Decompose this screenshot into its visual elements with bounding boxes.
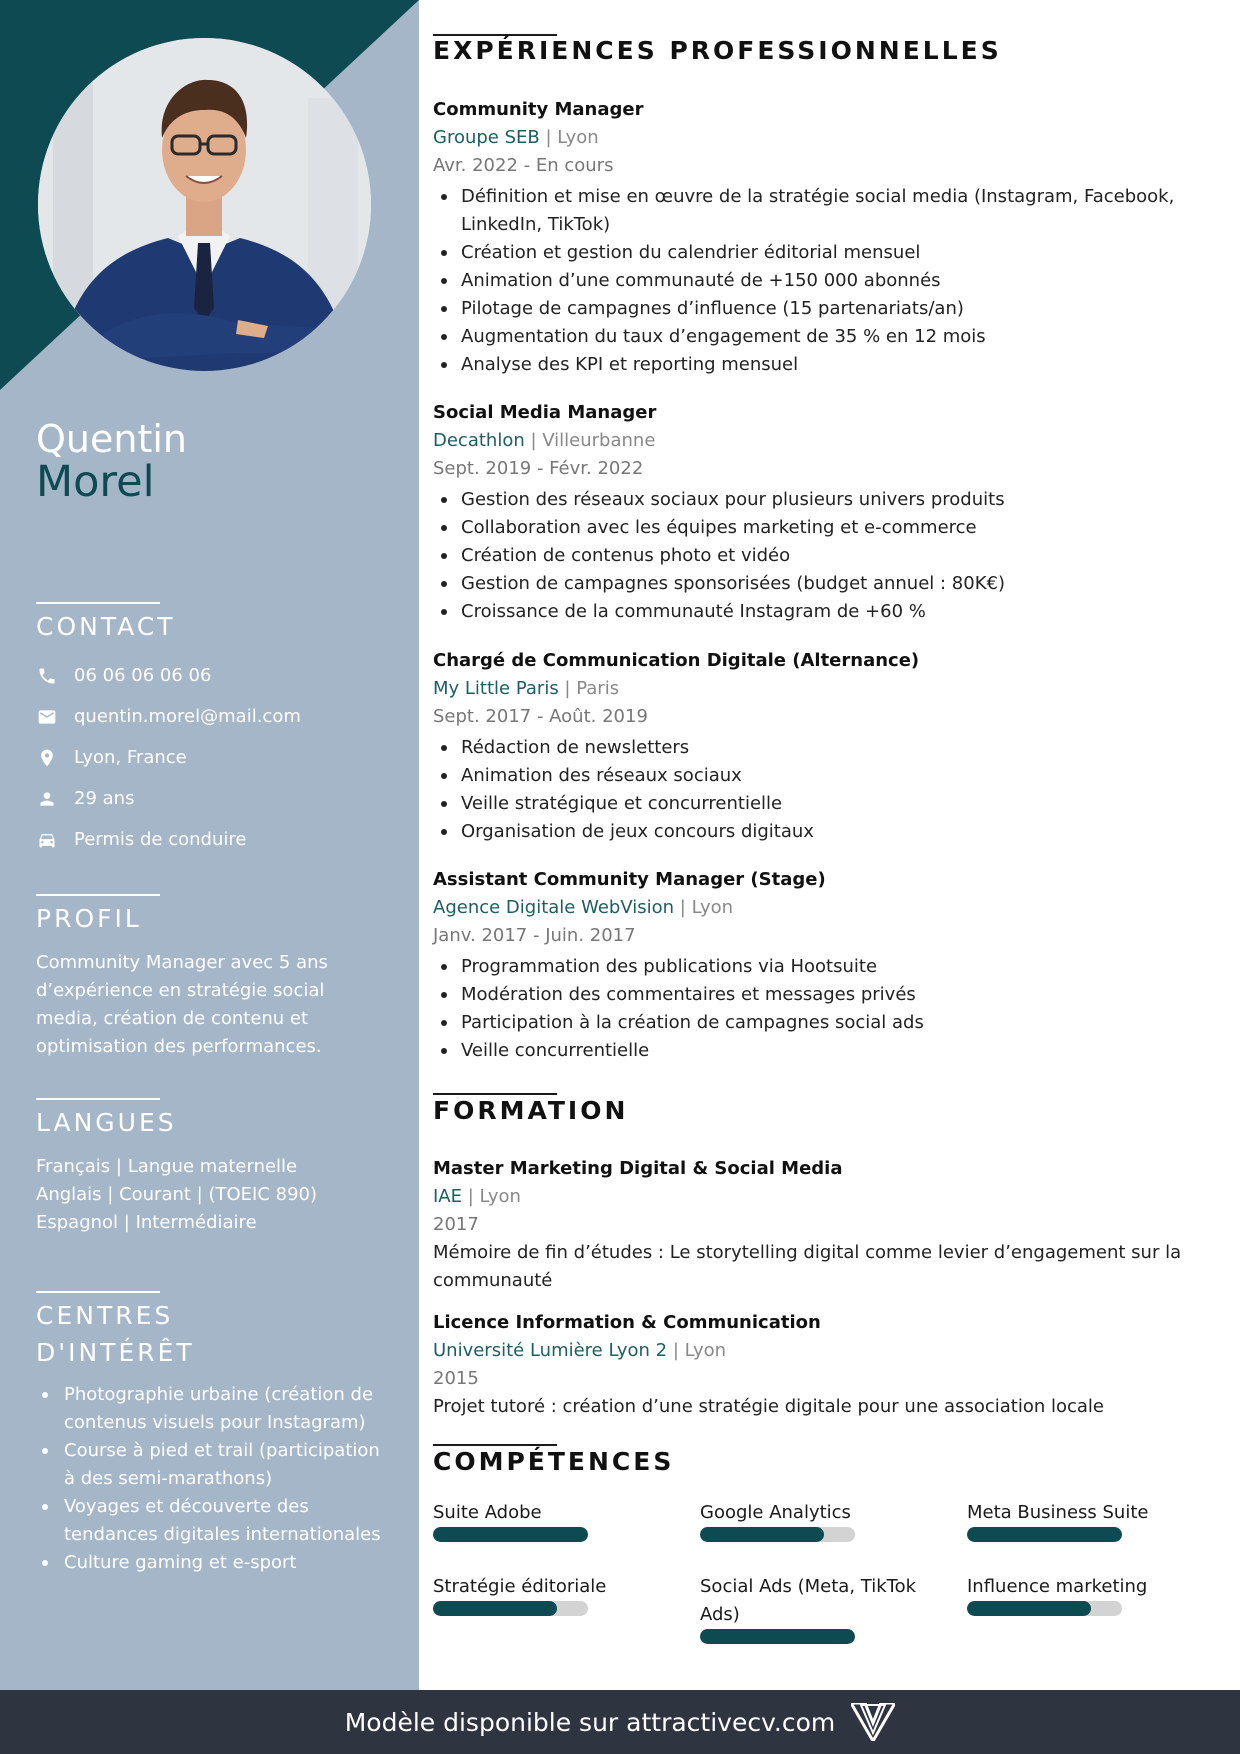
last-name: Morel [36, 456, 155, 507]
interest-item: Culture gaming et e-sport [36, 1549, 386, 1577]
job-dates: Janv. 2017 - Juin. 2017 [433, 925, 636, 946]
skill-item [967, 1573, 1217, 1616]
education-year: 2017 [433, 1214, 479, 1235]
degree-title: Licence Information & Communication [433, 1312, 821, 1333]
company-name: Decathlon [433, 430, 525, 451]
education-entry [433, 1155, 1213, 1295]
profile-photo [38, 38, 371, 371]
job-company-line [433, 124, 1213, 152]
interest-item: Voyages et découverte des tendances digitales internationales [36, 1493, 386, 1549]
skill-level-fill [433, 1527, 588, 1542]
contact-email [36, 696, 386, 737]
company-name: My Little Paris [433, 678, 559, 699]
location-pin-icon [36, 747, 58, 769]
phone-number: 06 06 06 06 06 [74, 665, 212, 686]
job-dates: Avr. 2022 - En cours [433, 155, 614, 176]
job-location: | Lyon [674, 897, 734, 918]
job-entry [433, 647, 1213, 846]
email-icon [36, 706, 58, 728]
languages-section [36, 1098, 386, 1237]
job-entry [433, 399, 1213, 626]
job-bullet: Analyse des KPI et reporting mensuel [433, 351, 1213, 379]
job-title: Social Media Manager [433, 402, 657, 423]
language-item: Français | Langue maternelle [36, 1156, 298, 1177]
job-bullet: Organisation de jeux concours digitaux [433, 818, 1213, 846]
job-title: Chargé de Communication Digitale (Alternance) [433, 650, 920, 671]
job-bullets [433, 734, 1213, 846]
school-location: | Lyon [667, 1340, 727, 1361]
email-address: quentin.morel@mail.com [74, 706, 301, 727]
skill-label: Google Analytics [700, 1502, 851, 1523]
job-bullet: Rédaction de newsletters [433, 734, 1213, 762]
skills-heading: COMPÉTENCES [433, 1447, 675, 1476]
contact-location [36, 737, 386, 778]
job-bullet: Modération des commentaires et messages privés [433, 981, 1213, 1009]
section-rule [433, 1093, 557, 1095]
job-company-line [433, 427, 1213, 455]
job-entry [433, 866, 1213, 1065]
contact-license [36, 819, 386, 860]
skill-item [433, 1573, 683, 1616]
skill-item [433, 1499, 683, 1542]
job-location: | Villeurbanne [524, 430, 656, 451]
skill-label: Suite Adobe [433, 1502, 542, 1523]
section-rule [36, 1291, 160, 1293]
job-bullets [433, 486, 1213, 626]
skill-item [967, 1499, 1217, 1542]
skill-label: Meta Business Suite [967, 1502, 1149, 1523]
education-entry [433, 1309, 1213, 1421]
job-bullet: Augmentation du taux d’engagement de 35 % en 12 mois [433, 323, 1213, 351]
interests-heading-line2: D'INTÉRÊT [36, 1338, 195, 1367]
skill-level-bar [433, 1601, 588, 1616]
job-bullet: Participation à la création de campagnes social ads [433, 1009, 1213, 1037]
job-company-line [433, 894, 1213, 922]
age-text: 29 ans [74, 788, 135, 809]
section-rule [36, 894, 160, 896]
education-heading: FORMATION [433, 1096, 629, 1125]
candidate-name [36, 417, 187, 507]
phone-icon [36, 665, 58, 687]
job-location: | Lyon [539, 127, 599, 148]
education-year: 2015 [433, 1368, 479, 1389]
interests-section [36, 1291, 386, 1577]
job-dates: Sept. 2017 - Août. 2019 [433, 706, 648, 727]
interest-item: Photographie urbaine (création de contenus visuels pour Instagram) [36, 1381, 386, 1437]
school-name: IAE [433, 1186, 462, 1207]
language-item: Anglais | Courant | (TOEIC 890) [36, 1184, 317, 1205]
job-title: Assistant Community Manager (Stage) [433, 869, 826, 890]
job-company-line [433, 675, 1213, 703]
skill-level-bar [700, 1527, 855, 1542]
job-bullet: Collaboration avec les équipes marketing et e-commerce [433, 514, 1213, 542]
contact-heading: CONTACT [36, 612, 176, 641]
profile-text: Community Manager avec 5 ans d’expérience en stratégie social media, création de contenu et optimisation des performances. [36, 952, 328, 1057]
contact-phone [36, 655, 386, 696]
sidebar [0, 0, 419, 1690]
skill-level-bar [700, 1629, 855, 1644]
job-bullet: Programmation des publications via Hootsuite [433, 953, 1213, 981]
skill-level-bar [967, 1601, 1122, 1616]
education-description: Mémoire de fin d’études : Le storytelling digital comme levier d’engagement sur la communauté [433, 1242, 1182, 1291]
language-item: Espagnol | Intermédiaire [36, 1212, 257, 1233]
job-bullet: Croissance de la communauté Instagram de +60 % [433, 598, 1213, 626]
skill-label: Stratégie éditoriale [433, 1576, 607, 1597]
interest-item: Course à pied et trail (participation à des semi-marathons) [36, 1437, 386, 1493]
skill-level-fill [967, 1527, 1122, 1542]
person-icon [36, 788, 58, 810]
job-bullet: Veille stratégique et concurrentielle [433, 790, 1213, 818]
skill-item [700, 1499, 950, 1542]
skill-label: Influence marketing [967, 1576, 1148, 1597]
job-bullet: Pilotage de campagnes d’influence (15 partenariats/an) [433, 295, 1213, 323]
job-bullet: Gestion de campagnes sponsorisées (budget annuel : 80K€) [433, 570, 1213, 598]
languages-heading: LANGUES [36, 1108, 177, 1137]
profile-heading: PROFIL [36, 904, 142, 933]
school-location: | Lyon [462, 1186, 521, 1207]
location-text: Lyon, France [74, 747, 187, 768]
skill-level-fill [433, 1601, 557, 1616]
job-dates: Sept. 2019 - Févr. 2022 [433, 458, 644, 479]
skill-level-fill [967, 1601, 1091, 1616]
section-rule [433, 1444, 557, 1446]
job-entry [433, 96, 1213, 379]
interests-list [36, 1381, 386, 1577]
job-bullet: Définition et mise en œuvre de la stratégie social media (Instagram, Facebook, LinkedIn, TikTok) [433, 183, 1213, 239]
job-bullets [433, 953, 1213, 1065]
job-bullet: Création de contenus photo et vidéo [433, 542, 1213, 570]
degree-title: Master Marketing Digital & Social Media [433, 1158, 843, 1179]
job-bullet: Veille concurrentielle [433, 1037, 1213, 1065]
attractivecv-logo-icon [851, 1703, 895, 1741]
job-title: Community Manager [433, 99, 644, 120]
skill-level-fill [700, 1527, 824, 1542]
job-bullet: Animation d’une communauté de +150 000 abonnés [433, 267, 1213, 295]
job-bullet: Animation des réseaux sociaux [433, 762, 1213, 790]
job-bullet: Gestion des réseaux sociaux pour plusieurs univers produits [433, 486, 1213, 514]
company-name: Groupe SEB [433, 127, 540, 148]
section-rule [36, 1098, 160, 1100]
contact-section [36, 602, 386, 860]
footer-banner [0, 1690, 1240, 1754]
profile-section [36, 894, 386, 1061]
experience-heading: EXPÉRIENCES PROFESSIONNELLES [433, 36, 1002, 65]
skill-level-fill [700, 1629, 855, 1644]
first-name: Quentin [36, 417, 187, 461]
skill-level-bar [433, 1527, 588, 1542]
footer-link-text[interactable]: Modèle disponible sur attractivecv.com [344, 1707, 836, 1737]
contact-age [36, 778, 386, 819]
license-text: Permis de conduire [74, 829, 247, 850]
skill-label: Social Ads (Meta, TikTok Ads) [700, 1576, 917, 1625]
car-icon [36, 829, 58, 851]
skill-level-bar [967, 1527, 1122, 1542]
job-bullets [433, 183, 1213, 379]
school-line [433, 1183, 1213, 1211]
section-rule [36, 602, 160, 604]
job-bullet: Création et gestion du calendrier éditorial mensuel [433, 239, 1213, 267]
school-line [433, 1337, 1213, 1365]
school-name: Université Lumière Lyon 2 [433, 1340, 668, 1361]
education-description: Projet tutoré : création d’une stratégie digitale pour une association locale [433, 1396, 1104, 1417]
job-location: | Paris [558, 678, 620, 699]
skill-item [700, 1573, 930, 1644]
company-name: Agence Digitale WebVision [433, 897, 675, 918]
interests-heading-line1: CENTRES [36, 1301, 174, 1330]
